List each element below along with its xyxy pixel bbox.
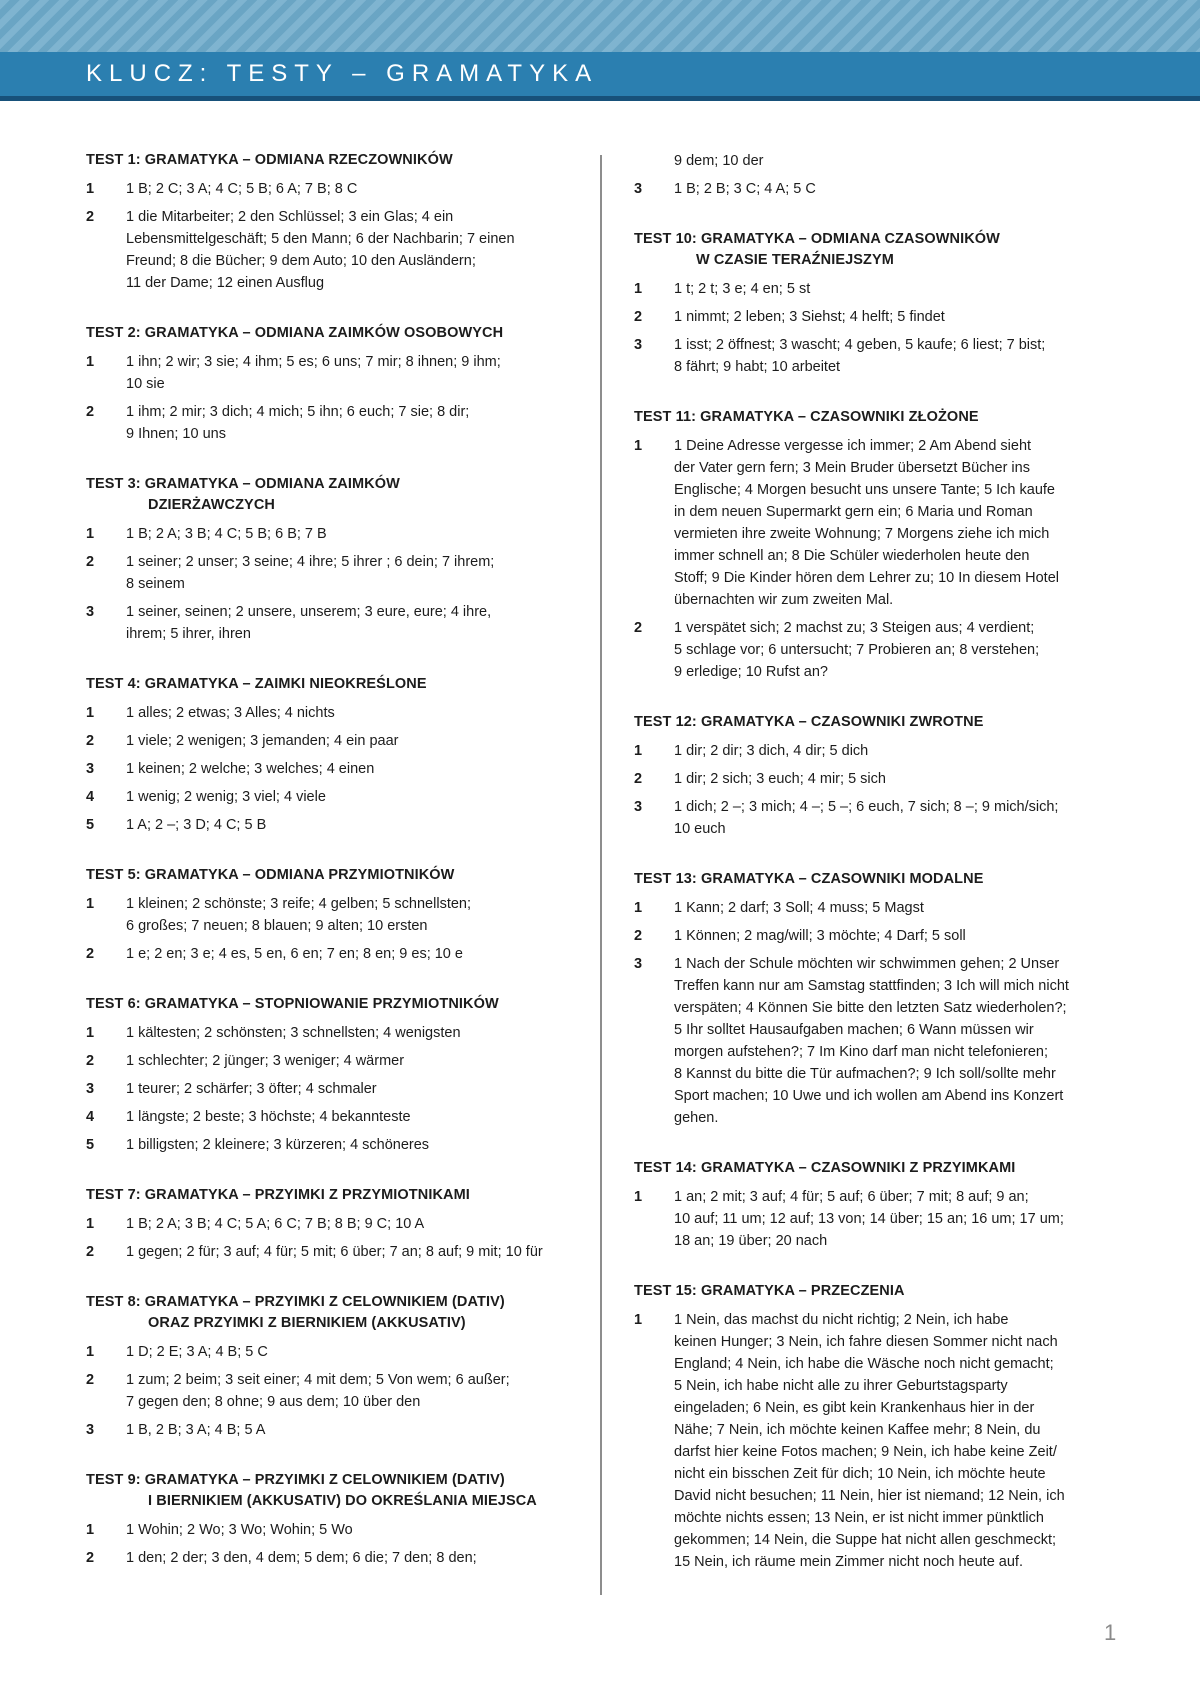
exercise (86, 1241, 566, 1263)
exercise (86, 814, 566, 836)
exercise-answers: 1 an; 2 mit; 3 auf; 4 für; 5 auf; 6 über; 7 mit; 8 auf; 9 an; 10 auf; 11 um; 12 auf; 13 von; 14 über; 15 an; 16 um; 17 um; 18 an; 19 über; 20 nach (674, 1189, 1064, 1249)
exercise-answers: 1 kleinen; 2 schönste; 3 reife; 4 gelben; 5 schnellsten; 6 großes; 7 neuen; 8 blauen; 9 alten; 10 ersten (126, 896, 471, 934)
exercise (86, 1419, 566, 1441)
exercise-number: 4 (86, 789, 95, 805)
test-section (634, 1158, 1114, 1252)
exercise-number: 1 (86, 181, 95, 197)
exercise-answers: 1 dir; 2 dir; 3 dich, 4 dir; 5 dich (674, 743, 869, 759)
exercise-number: 3 (634, 337, 643, 353)
exercise-answers: 1 Wohin; 2 Wo; 3 Wo; Wohin; 5 Wo (126, 1522, 353, 1538)
exercise (86, 551, 566, 595)
exercise-number: 1 (86, 354, 95, 370)
exercise-answers: 1 kältesten; 2 schönsten; 3 schnellsten; 4 wenigsten (126, 1025, 461, 1041)
exercise-number: 5 (86, 1137, 95, 1153)
continued-test (634, 178, 1114, 200)
exercise (86, 401, 566, 445)
exercise-number: 3 (634, 799, 643, 815)
exercise-number: 1 (634, 1189, 643, 1205)
exercise-number: 1 (634, 438, 643, 454)
exercise (86, 786, 566, 808)
exercise-number: 1 (86, 705, 95, 721)
exercise-answers: 1 seiner; 2 unser; 3 seine; 4 ihre; 5 ihrer ; 6 dein; 7 ihrem; 8 seinem (126, 554, 495, 592)
exercise-answers: 1 teurer; 2 schärfer; 3 öfter; 4 schmaler (126, 1081, 377, 1097)
exercise (86, 1106, 566, 1128)
exercise-number: 3 (634, 956, 643, 972)
test-title-continued: I BIERNIKIEM (AKKUSATIV) DO OKREŚLANIA MIEJSCA (148, 1493, 537, 1509)
exercise (86, 178, 566, 200)
exercise (634, 925, 1114, 947)
test-title-continued: W CZASIE TERAŹNIEJSZYM (696, 252, 894, 268)
page-number: 1 (1104, 1620, 1117, 1645)
header-underline (0, 96, 1200, 101)
test-title: TEST 10: GRAMATYKA – ODMIANA CZASOWNIKÓW W CZASIE TERAŹNIEJSZYM (634, 229, 1114, 271)
exercise-answers: 1 Kann; 2 darf; 3 Soll; 4 muss; 5 Magst (674, 900, 924, 916)
exercise-answers: 1 alles; 2 etwas; 3 Alles; 4 nichts (126, 705, 335, 721)
exercise-answers: 1 B; 2 C; 3 A; 4 C; 5 B; 6 A; 7 B; 8 C (126, 181, 358, 197)
exercise-number: 2 (86, 554, 95, 570)
test-section (634, 869, 1114, 1129)
exercise-number: 3 (634, 181, 643, 197)
exercise-number: 1 (86, 526, 95, 542)
exercise (86, 206, 566, 294)
test-title: TEST 8: GRAMATYKA – PRZYIMKI Z CELOWNIKIEM (DATIV) ORAZ PRZYIMKI Z BIERNIKIEM (AKKUSATIV) (86, 1292, 566, 1334)
exercise-number: 2 (86, 946, 95, 962)
right-column (634, 150, 1114, 1602)
exercise (634, 740, 1114, 762)
test-title: TEST 7: GRAMATYKA – PRZYIMKI Z PRZYMIOTNIKAMI (86, 1187, 470, 1203)
test-title: TEST 13: GRAMATYKA – CZASOWNIKI MODALNE (634, 871, 984, 887)
exercise (634, 897, 1114, 919)
exercise-number: 2 (86, 1372, 95, 1388)
exercise-number: 1 (634, 743, 643, 759)
test-section (86, 865, 566, 965)
test-section (86, 994, 566, 1156)
exercise (634, 1309, 1114, 1573)
exercise (86, 1134, 566, 1156)
exercise-number: 2 (86, 1550, 95, 1566)
exercise-answers: 1 e; 2 en; 3 e; 4 es, 5 en, 6 en; 7 en; 8 en; 9 es; 10 e (126, 946, 463, 962)
exercise (86, 943, 566, 965)
test-section (86, 1470, 566, 1569)
test-section (634, 407, 1114, 683)
test-section (86, 150, 566, 294)
exercise-answers: 1 A; 2 –; 3 D; 4 C; 5 B (126, 817, 267, 833)
exercise-answers: 1 nimmt; 2 leben; 3 Siehst; 4 helft; 5 findet (674, 309, 945, 325)
exercise-answers: 1 Können; 2 mag/will; 3 möchte; 4 Darf; 5 soll (674, 928, 966, 944)
exercise-answers: 1 ihn; 2 wir; 3 sie; 4 ihm; 5 es; 6 uns; 7 mir; 8 ihnen; 9 ihm; 10 sie (126, 354, 501, 392)
exercise-answers: 1 B, 2 B; 3 A; 4 B; 5 A (126, 1422, 266, 1438)
test-title: TEST 9: GRAMATYKA – PRZYIMKI Z CELOWNIKIEM (DATIV) I BIERNIKIEM (AKKUSATIV) DO OKREŚLANIA MIEJSCA (86, 1470, 566, 1512)
exercise-number: 2 (86, 1053, 95, 1069)
exercise-answers: 1 verspätet sich; 2 machst zu; 3 Steigen aus; 4 verdient; 5 schlage vor; 6 untersucht; 7 Probieren an; 8 verstehen; 9 erledige; 10 Rufst an? (674, 620, 1040, 680)
test-title: TEST 6: GRAMATYKA – STOPNIOWANIE PRZYMIOTNIKÓW (86, 996, 499, 1012)
exercise (634, 768, 1114, 790)
exercise (86, 601, 566, 645)
page-title: KLUCZ: TESTY – GRAMATYKA (86, 60, 599, 87)
exercise-answers: 1 isst; 2 öffnest; 3 wascht; 4 geben, 5 kaufe; 6 liest; 7 bist; 8 fährt; 9 habt; 10 arbeitet (674, 337, 1046, 375)
exercise (634, 796, 1114, 840)
test-title: TEST 4: GRAMATYKA – ZAIMKI NIEOKREŚLONE (86, 676, 427, 692)
exercise (86, 1369, 566, 1413)
exercise (86, 1050, 566, 1072)
exercise-number: 1 (86, 1344, 95, 1360)
exercise-number: 1 (634, 900, 643, 916)
exercise-answers: 1 B; 2 A; 3 B; 4 C; 5 B; 6 B; 7 B (126, 526, 327, 542)
test-section (634, 229, 1114, 378)
exercise (634, 306, 1114, 328)
test-title: TEST 15: GRAMATYKA – PRZECZENIA (634, 1283, 905, 1299)
exercise-answers: 1 Nach der Schule möchten wir schwimmen gehen; 2 Unser Treffen kann nur am Samstag stattfinden; 3 Ich will mich nicht verspäten; 4 Können Sie bitte den letzten Satz wiederholen?; 5 Ihr solltet Hausaufgaben machen; 6 Wann müssen wir morgen aufstehen?; 7 Im Kino darf man nicht telefonieren; 8 Kannst du bitte die Tür aufmachen?; 9 Ich soll/sollte mehr Sport machen; 10 Uwe und ich wollen am Abend ins Konzert gehen. (674, 956, 1069, 1126)
test-title: TEST 3: GRAMATYKA – ODMIANA ZAIMKÓW DZIERŻAWCZYCH (86, 474, 566, 516)
exercise-answers: 1 wenig; 2 wenig; 3 viel; 4 viele (126, 789, 326, 805)
test-section (86, 323, 566, 445)
continued-answers (634, 150, 1114, 200)
exercise-number: 2 (634, 771, 643, 787)
exercise-number: 2 (86, 209, 95, 225)
test-title: TEST 5: GRAMATYKA – ODMIANA PRZYMIOTNIKÓW (86, 867, 455, 883)
test-title: TEST 12: GRAMATYKA – CZASOWNIKI ZWROTNE (634, 714, 984, 730)
continued-line: 9 dem; 10 der (674, 153, 764, 169)
test-section (86, 674, 566, 836)
exercise-answers: 1 schlechter; 2 jünger; 3 weniger; 4 wärmer (126, 1053, 405, 1069)
test-section (86, 474, 566, 645)
exercise-number: 2 (634, 309, 643, 325)
exercise-number: 1 (86, 896, 95, 912)
exercise (634, 278, 1114, 300)
test-title: TEST 1: GRAMATYKA – ODMIANA RZECZOWNIKÓW (86, 152, 453, 168)
exercise-number: 3 (86, 761, 95, 777)
exercise-answers: 1 t; 2 t; 3 e; 4 en; 5 st (674, 281, 811, 297)
exercise-answers: 1 den; 2 der; 3 den, 4 dem; 5 dem; 6 die; 7 den; 8 den; (126, 1550, 477, 1566)
right-tests (634, 229, 1114, 1573)
exercise (634, 1186, 1114, 1252)
exercise-number: 2 (86, 1244, 95, 1260)
test-section (634, 1281, 1114, 1573)
exercise-answers: 1 gegen; 2 für; 3 auf; 4 für; 5 mit; 6 über; 7 an; 8 auf; 9 mit; 10 für (126, 1244, 543, 1260)
exercise-number: 1 (86, 1216, 95, 1232)
exercise (86, 1519, 566, 1541)
exercise (634, 334, 1114, 378)
test-section (86, 1185, 566, 1263)
exercise (634, 435, 1114, 611)
exercise-answers: 1 längste; 2 beste; 3 höchste; 4 bekannteste (126, 1109, 411, 1125)
exercise-answers: 1 seiner, seinen; 2 unsere, unserem; 3 eure, eure; 4 ihre, ihrem; 5 ihrer, ihren (126, 604, 492, 642)
test-section (86, 1292, 566, 1441)
exercise-answers: 1 ihm; 2 mir; 3 dich; 4 mich; 5 ihn; 6 euch; 7 sie; 8 dir; 9 Ihnen; 10 uns (126, 404, 470, 442)
exercise-answers: 1 Nein, das machst du nicht richtig; 2 Nein, ich habe keinen Hunger; 3 Nein, ich fahre diesen Sommer nicht nach England; 4 Nein, ich habe die Wäsche noch nicht gemacht; 5 Nein, ich habe nicht alle zu ihrer Geburtstagsparty eingeladen; 6 Nein, es gibt kein Krankenhaus hier in der Nähe; 7 Nein, ich möchte keinen Kaffee mehr; 8 Nein, du darfst hier keine Fotos machen; 9 Nein, ich habe keine Zeit/ nicht ein bisschen Zeit für dich; 10 Nein, ich möchte heute David nicht besuchen; 11 Nein, hier ist niemand; 12 Nein, ich möchte nichts essen; 13 Nein, er ist nicht immer pünktlich gekommen; 14 Nein, die Suppe hat nicht allen geschmeckt; 15 Nein, ich räume mein Zimmer nicht noch heute auf. (674, 1312, 1065, 1570)
exercise (86, 1213, 566, 1235)
exercise (86, 758, 566, 780)
exercise (86, 1078, 566, 1100)
exercise (634, 178, 1114, 200)
test-title-continued: DZIERŻAWCZYCH (148, 497, 275, 513)
exercise-number: 5 (86, 817, 95, 833)
exercise-answers: 1 zum; 2 beim; 3 seit einer; 4 mit dem; 5 Von wem; 6 außer; 7 gegen den; 8 ohne; 9 aus dem; 10 über den (126, 1372, 510, 1410)
exercise (86, 1547, 566, 1569)
test-title: TEST 11: GRAMATYKA – CZASOWNIKI ZŁOŻONE (634, 409, 979, 425)
exercise (86, 1022, 566, 1044)
test-section (634, 712, 1114, 840)
exercise-answers: 1 viele; 2 wenigen; 3 jemanden; 4 ein paar (126, 733, 399, 749)
header-stripes (0, 0, 1200, 52)
exercise (86, 893, 566, 937)
exercise-answers: 1 dir; 2 sich; 3 euch; 4 mir; 5 sich (674, 771, 886, 787)
exercise (86, 523, 566, 545)
exercise-number: 4 (86, 1109, 95, 1125)
test-title: TEST 2: GRAMATYKA – ODMIANA ZAIMKÓW OSOBOWYCH (86, 325, 504, 341)
exercise-number: 1 (86, 1025, 95, 1041)
exercise (86, 730, 566, 752)
exercise-number: 2 (634, 928, 643, 944)
exercise-answers: 1 die Mitarbeiter; 2 den Schlüssel; 3 ein Glas; 4 ein Lebensmittelgeschäft; 5 den Mann; 6 der Nachbarin; 7 einen Freund; 8 die Bücher; 9 dem Auto; 10 den Ausländern; 11 der Dame; 12 einen Ausflug (126, 209, 515, 291)
exercise-number: 1 (634, 281, 643, 297)
exercise-answers: 1 D; 2 E; 3 A; 4 B; 5 C (126, 1344, 268, 1360)
exercise-answers: 1 B; 2 A; 3 B; 4 C; 5 A; 6 C; 7 B; 8 B; 9 C; 10 A (126, 1216, 425, 1232)
exercise-answers: 1 keinen; 2 welche; 3 welches; 4 einen (126, 761, 375, 777)
test-title-continued: ORAZ PRZYIMKI Z BIERNIKIEM (AKKUSATIV) (148, 1315, 466, 1331)
exercise-number: 1 (634, 1312, 643, 1328)
exercise-answers: 1 Deine Adresse vergesse ich immer; 2 Am Abend sieht der Vater gern fern; 3 Mein Bruder übersetzt Bücher ins Englische; 4 Morgen besucht uns unsere Tante; 5 Ich kaufe in dem neuen Supermarkt gern ein; 6 Maria und Roman vermieten ihre zweite Wohnung; 7 Morgens ziehe ich mich immer schnell an; 8 Die Schüler wiederholen heute den Stoff; 9 Die Kinder hören dem Lehrer zu; 10 In diesem Hotel übernachten wir zum zweiten Mal. (674, 438, 1060, 608)
exercise (86, 1341, 566, 1363)
left-column (86, 150, 566, 1598)
exercise-number: 1 (86, 1522, 95, 1538)
exercise-answers: 1 billigsten; 2 kleinere; 3 kürzeren; 4 schöneres (126, 1137, 430, 1153)
exercise (634, 953, 1114, 1129)
exercise-number: 2 (634, 620, 643, 636)
exercise-number: 2 (86, 733, 95, 749)
exercise-answers: 1 dich; 2 –; 3 mich; 4 –; 5 –; 6 euch, 7 sich; 8 –; 9 mich/sich; 10 euch (674, 799, 1059, 837)
exercise-number: 3 (86, 1081, 95, 1097)
exercise-number: 3 (86, 1422, 95, 1438)
exercise (634, 617, 1114, 683)
exercise-number: 3 (86, 604, 95, 620)
exercise (86, 702, 566, 724)
exercise-answers: 1 B; 2 B; 3 C; 4 A; 5 C (674, 181, 816, 197)
test-title: TEST 14: GRAMATYKA – CZASOWNIKI Z PRZYIMKAMI (634, 1160, 1016, 1176)
exercise (86, 351, 566, 395)
exercise-number: 2 (86, 404, 95, 420)
column-divider (600, 155, 602, 1595)
